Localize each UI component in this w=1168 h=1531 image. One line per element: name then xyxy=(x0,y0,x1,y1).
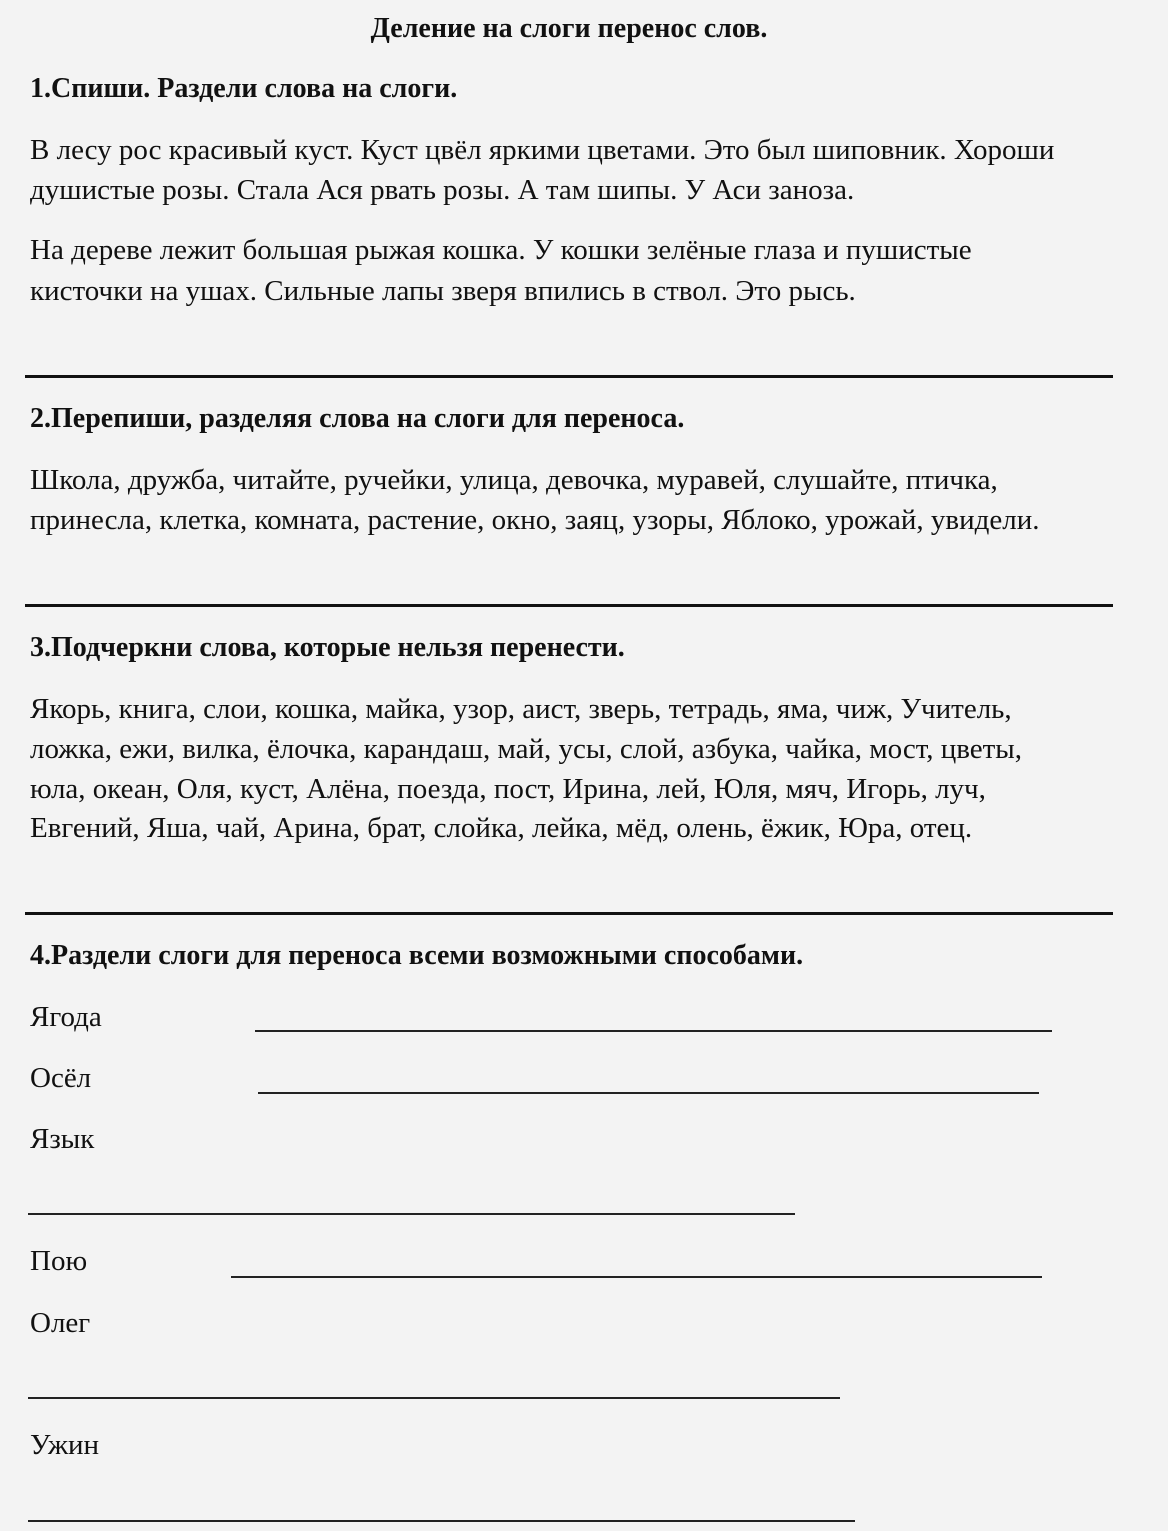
task-4-word: Осёл xyxy=(30,1062,92,1094)
task-2-text-line: принесла, клетка, комната, растение, окно, заяц, узоры, Яблоко, урожай, увидели. xyxy=(30,504,1040,536)
answer-line[interactable] xyxy=(28,1520,855,1522)
task-3-text-line: юла, океан, Оля, куст, Алёна, поезда, пост, Ирина, лей, Юля, мяч, Игорь, луч, xyxy=(30,773,986,805)
task-4-word: Язык xyxy=(30,1123,95,1155)
task-1-text-line: кисточки на ушах. Сильные лапы зверя впились в ствол. Это рысь. xyxy=(30,275,856,307)
task-4-word: Олег xyxy=(30,1307,91,1339)
task-2-heading: 2.Перепиши, разделяя слова на слоги для переноса. xyxy=(30,403,685,434)
task-1-text-line: В лесу рос красивый куст. Куст цвёл яркими цветами. Это был шиповник. Хороши xyxy=(30,134,1055,166)
section-divider xyxy=(25,375,1113,378)
task-1-heading: 1.Спиши. Раздели слова на слоги. xyxy=(30,73,458,104)
task-4-word: Ягода xyxy=(30,1001,102,1033)
task-4-heading: 4.Раздели слоги для переноса всеми возможными способами. xyxy=(30,940,804,971)
answer-line[interactable] xyxy=(231,1276,1042,1278)
task-4-word: Ужин xyxy=(30,1429,100,1461)
task-1-text-line: душистые розы. Стала Ася рвать розы. А там шипы. У Аси заноза. xyxy=(30,174,855,206)
task-1-text-line: На дереве лежит большая рыжая кошка. У кошки зелёные глаза и пушистые xyxy=(30,234,972,266)
answer-line[interactable] xyxy=(28,1397,840,1399)
task-3-text-line: ложка, ежи, вилка, ёлочка, карандаш, май, усы, слой, азбука, чайка, мост, цветы, xyxy=(30,733,1023,765)
answer-line[interactable] xyxy=(255,1030,1052,1032)
section-divider xyxy=(25,912,1113,915)
task-4-word: Пою xyxy=(30,1245,88,1277)
task-3-text-line: Евгений, Яша, чай, Арина, брат, слойка, лейка, мёд, олень, ёжик, Юра, отец. xyxy=(30,812,973,844)
answer-line[interactable] xyxy=(28,1213,795,1215)
task-2-text-line: Школа, дружба, читайте, ручейки, улица, девочка, муравей, слушайте, птичка, xyxy=(30,464,998,496)
section-divider xyxy=(25,604,1113,607)
task-3-heading: 3.Подчеркни слова, которые нельзя перенести. xyxy=(30,632,625,663)
answer-line[interactable] xyxy=(258,1092,1039,1094)
task-3-text-line: Якорь, книга, слои, кошка, майка, узор, аист, зверь, тетрадь, яма, чиж, Учитель, xyxy=(30,693,1012,725)
page-title: Деление на слоги перенос слов. xyxy=(370,13,768,44)
